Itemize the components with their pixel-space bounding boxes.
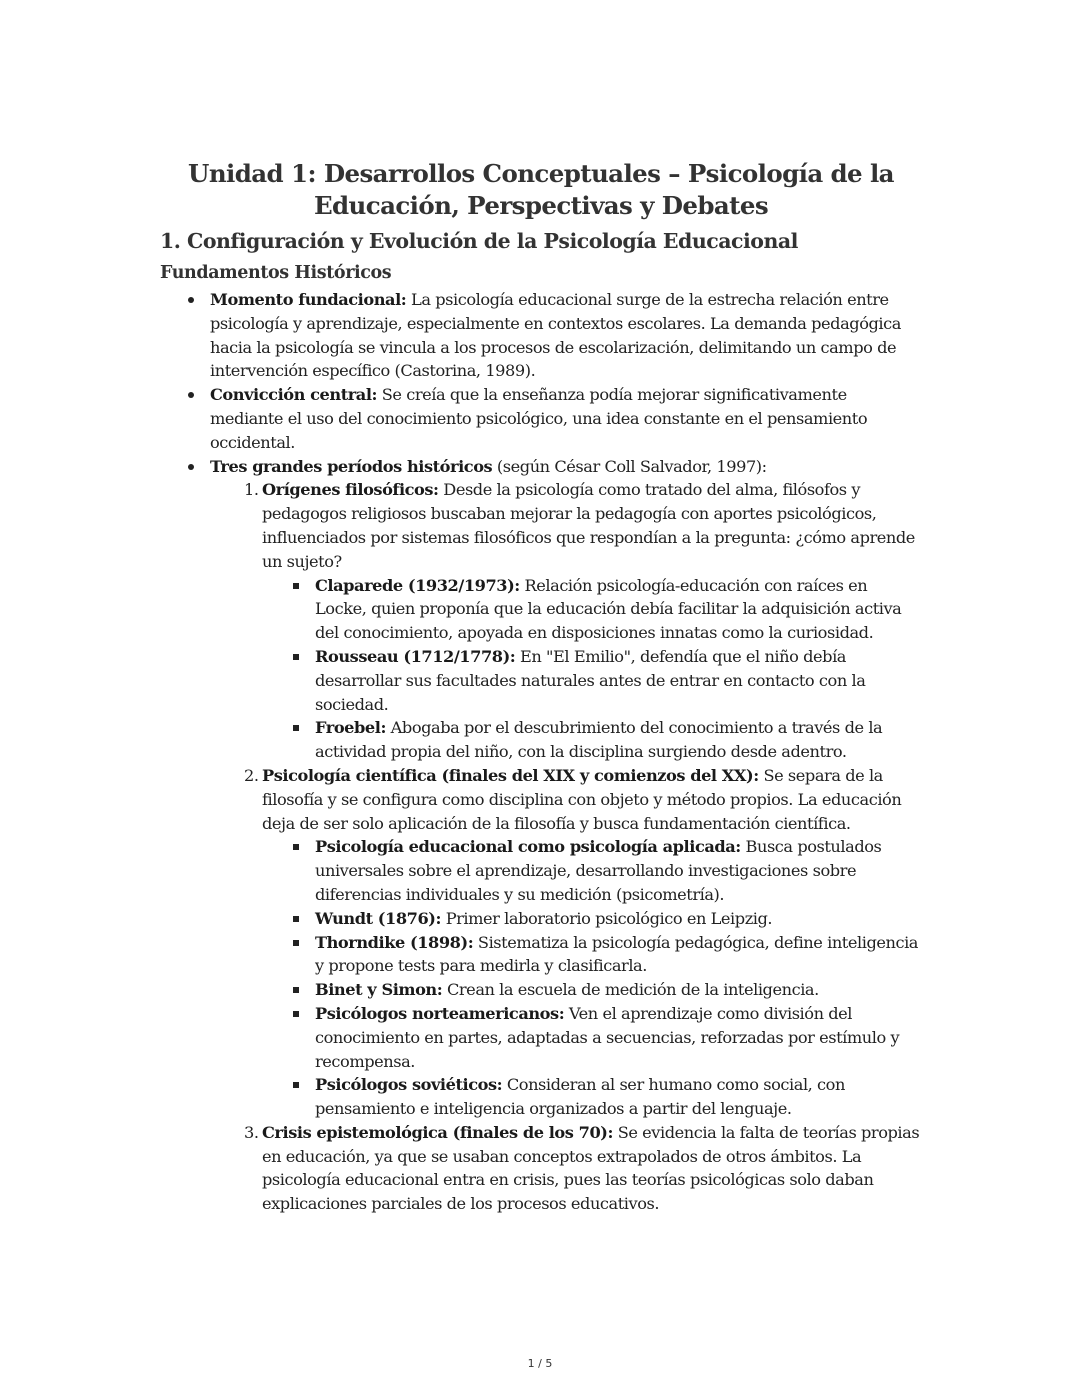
- period-item-crisis-epistemologica: [244, 1121, 922, 1216]
- sublist-text: Busca postulados universales sobre el aprendizaje, desarrollando investigaciones sobre diferencias individuales y su medición (psicometría).: [315, 837, 882, 904]
- sublist-item: [315, 574, 922, 645]
- square-bullet-icon: [293, 940, 299, 946]
- sublist-label: Claparede (1932/1973):: [315, 575, 520, 595]
- period-label: Crisis epistemológica (finales de los 70):: [262, 1122, 613, 1142]
- sublist-item: [315, 907, 922, 931]
- period-label: Orígenes filosóficos:: [262, 480, 439, 500]
- period-number: 1.: [244, 480, 259, 500]
- period-number: 3.: [244, 1122, 259, 1142]
- square-bullet-icon: [293, 1082, 299, 1088]
- item-label: Convicción central:: [210, 385, 378, 405]
- square-bullet-icon: [293, 844, 299, 850]
- sublist-text: Abogaba por el descubrimiento del conocimiento a través de la actividad propia del niño, con la disciplina surgiendo desde adentro.: [315, 718, 883, 762]
- sublist-text: Consideran al ser humano como social, con pensamiento e inteligencia organizados a partir del lenguaje.: [315, 1075, 845, 1119]
- period-label: Psicología científica (finales del XIX y comienzos del XX):: [262, 765, 759, 785]
- sublist-item: [315, 835, 922, 906]
- bullet-dot-icon: [188, 297, 194, 303]
- square-bullet-icon: [293, 916, 299, 922]
- sublist-label: Psicólogos norteamericanos:: [315, 1003, 565, 1023]
- bullet-dot-icon: [188, 464, 194, 470]
- item-text: (según César Coll Salvador, 1997):: [492, 456, 767, 476]
- period-text: Se separa de la filosofía y se configura como disciplina con objeto y método propios. La educación deja de ser solo aplicación de la filosofía y busca fundamentación científica.: [262, 765, 902, 833]
- period-item-psicologia-cientifica: [244, 764, 922, 1121]
- sublist-item: [315, 1073, 922, 1121]
- sublist-text: En "El Emilio", defendía que el niño debía desarrollar sus facultades naturales antes de entrar en contacto con la sociedad.: [315, 646, 866, 714]
- page-indicator: 1 / 5: [527, 1357, 553, 1370]
- item-text: La psicología educacional surge de la estrecha relación entre psicología y aprendizaje, especialmente en contextos escolares. La demanda pedagógica hacia la psicología se vincula a los procesos de escolarización, delimitando un campo de intervención específico (Castorina, 1989).: [210, 290, 901, 381]
- sublist-text: Relación psicología-educación con raíces en Locke, quien proponía que la educación debía facilitar la adquisición activa del conocimiento, apoyada en disposiciones innatas como la curiosidad.: [315, 575, 902, 643]
- square-bullet-icon: [293, 583, 299, 589]
- sublist-text: Crean la escuela de medición de la inteligencia.: [442, 980, 819, 1000]
- section-heading: 1. Configuración y Evolución de la Psicología Educacional: [160, 229, 798, 253]
- item-text: Se creía que la enseñanza podía mejorar significativamente mediante el uso del conocimiento psicológico, una idea constante en el pensamiento occidental.: [210, 385, 868, 452]
- period-sublist: [262, 574, 922, 764]
- sublist-text: Primer laboratorio psicológico en Leipzig.: [441, 908, 773, 928]
- historical-foundations-list: [160, 288, 922, 1216]
- bullet-dot-icon: [188, 392, 194, 398]
- period-text: Se evidencia la falta de teorías propias en educación, ya que se usaban conceptos extrapolados de otros ámbitos. La psicología educacional entra en crisis, pues las teorías psicológicas solo daban explicaciones parciales de los procesos educativos.: [262, 1122, 920, 1214]
- document-title: Unidad 1: Desarrollos Conceptuales – Psicología de la Educación, Perspectivas y Debates: [188, 159, 894, 220]
- period-sublist: [262, 835, 922, 1121]
- document-page: [160, 158, 922, 1216]
- period-text: Desde la psicología como tratado del alma, filósofos y pedagogos religiosos buscaban mejorar la pedagogía con aportes psicológicos, influenciados por sistemas filosóficos que respondían a la pregunta: ¿cómo aprende un sujeto?: [262, 480, 915, 571]
- sublist-item: [315, 716, 922, 764]
- sublist-label: Froebel:: [315, 718, 386, 738]
- list-item-momento-fundacional: [210, 288, 922, 383]
- sublist-text: Sistematiza la psicología pedagógica, define inteligencia y propone tests para medirla y clasificarla.: [315, 932, 919, 976]
- period-item-origenes-filosoficos: [244, 478, 922, 764]
- subsection-heading: Fundamentos Históricos: [160, 263, 392, 283]
- sublist-label: Rousseau (1712/1778):: [315, 646, 516, 666]
- square-bullet-icon: [293, 725, 299, 731]
- period-number: 2.: [244, 765, 259, 785]
- sublist-text: Ven el aprendizaje como división del conocimiento en partes, adaptadas a secuencias, reforzadas por estímulo y recompensa.: [315, 1003, 900, 1071]
- list-item-tres-periodos: [210, 455, 922, 1217]
- sublist-label: Binet y Simon:: [315, 980, 443, 1000]
- sublist-label: Psicólogos soviéticos:: [315, 1075, 503, 1095]
- item-label: Momento fundacional:: [210, 290, 407, 309]
- square-bullet-icon: [293, 654, 299, 660]
- sublist-item: [315, 978, 922, 1002]
- sublist-label: Thorndike (1898):: [315, 932, 474, 952]
- sublist-item: [315, 1002, 922, 1073]
- sublist-label: Psicología educacional como psicología aplicada:: [315, 837, 741, 857]
- list-item-conviccion-central: [210, 383, 922, 454]
- sublist-label: Wundt (1876):: [315, 908, 441, 928]
- sublist-item: [315, 931, 922, 979]
- item-label: Tres grandes períodos históricos: [210, 456, 493, 476]
- sublist-item: [315, 645, 922, 716]
- square-bullet-icon: [293, 987, 299, 993]
- square-bullet-icon: [293, 1011, 299, 1017]
- periods-list: [210, 478, 922, 1216]
